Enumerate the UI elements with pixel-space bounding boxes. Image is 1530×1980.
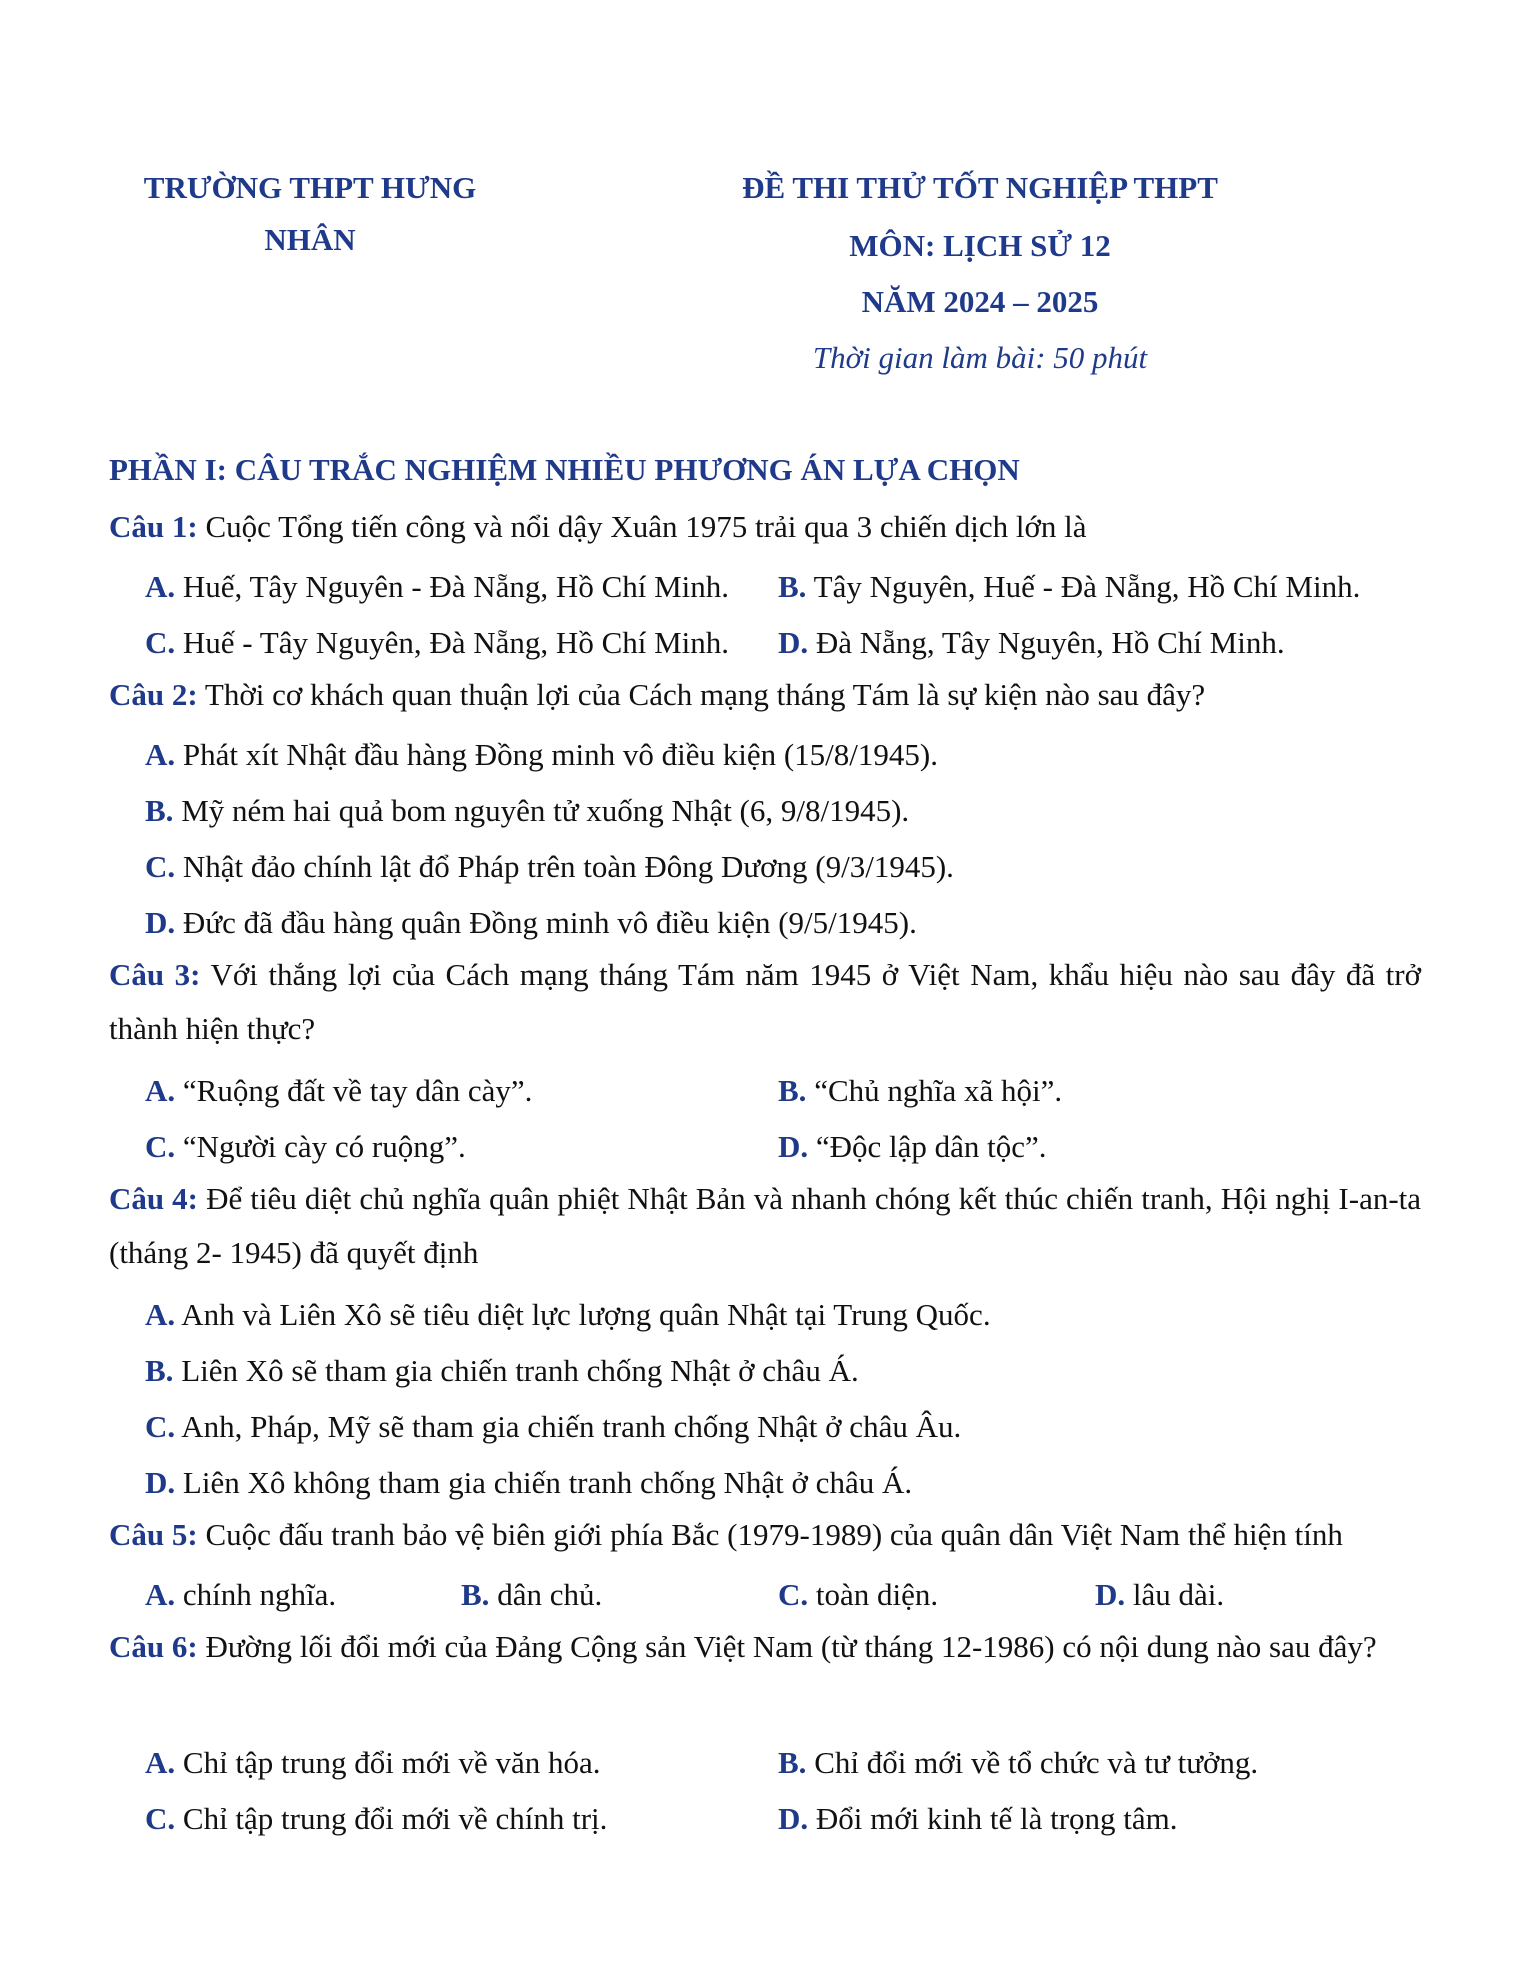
- option-d[interactable]: [145, 1463, 912, 1503]
- option-text: Liên Xô không tham gia chiến tranh chống Nhật ở châu Á.: [182, 1465, 913, 1500]
- option-letter: D.: [145, 905, 176, 940]
- option-letter: C.: [145, 849, 176, 884]
- option-letter: B.: [461, 1577, 490, 1612]
- option-letter: B.: [778, 569, 807, 604]
- exam-title: ĐỀ THI THỬ TỐT NGHIỆP THPT: [742, 170, 1218, 205]
- option-text: Đà Nẵng, Tây Nguyên, Hồ Chí Minh.: [815, 625, 1285, 660]
- question-5: [109, 1508, 1421, 1562]
- question-label: Câu 2:: [109, 677, 198, 712]
- school-name-line1: TRƯỜNG THPT HƯNG: [143, 170, 477, 205]
- option-d[interactable]: [778, 1799, 1178, 1839]
- exam-year: NĂM 2024 – 2025: [861, 284, 1099, 319]
- exam-time: Thời gian làm bài: 50 phút: [812, 340, 1148, 375]
- question-text: Đường lối đổi mới của Đảng Cộng sản Việt Nam (từ tháng 12-1986) có nội dung nào sau đây?: [205, 1629, 1377, 1664]
- question-label: Câu 1:: [109, 509, 198, 544]
- option-text: Phát xít Nhật đầu hàng Đồng minh vô điều kiện (15/8/1945).: [182, 737, 938, 772]
- option-letter: D.: [778, 1801, 809, 1836]
- option-text: chính nghĩa.: [182, 1577, 337, 1612]
- option-letter: D.: [1095, 1577, 1126, 1612]
- question-2: [109, 668, 1421, 722]
- option-text: dân chủ.: [497, 1577, 603, 1612]
- option-c[interactable]: [145, 1799, 607, 1839]
- option-text: “Chủ nghĩa xã hội”.: [814, 1073, 1063, 1108]
- option-letter: B.: [145, 1353, 174, 1388]
- option-text: Anh và Liên Xô sẽ tiêu diệt lực lượng quân Nhật tại Trung Quốc.: [181, 1297, 991, 1332]
- option-c[interactable]: [145, 1127, 466, 1167]
- option-letter: B.: [778, 1745, 807, 1780]
- option-a[interactable]: [145, 1575, 336, 1615]
- option-a[interactable]: [145, 735, 938, 775]
- option-d[interactable]: [778, 1127, 1047, 1167]
- option-text: Chỉ tập trung đổi mới về chính trị.: [182, 1801, 608, 1836]
- option-text: Anh, Pháp, Mỹ sẽ tham gia chiến tranh chống Nhật ở châu Âu.: [181, 1409, 962, 1444]
- question-6: [109, 1620, 1421, 1674]
- option-d[interactable]: [1095, 1575, 1224, 1615]
- option-text: “Độc lập dân tộc”.: [815, 1129, 1047, 1164]
- option-text: Đổi mới kinh tế là trọng tâm.: [815, 1801, 1178, 1836]
- exam-subject: MÔN: LỊCH SỬ 12: [849, 228, 1111, 263]
- option-letter: D.: [778, 1129, 809, 1164]
- option-letter: A.: [145, 569, 176, 604]
- option-b[interactable]: [145, 1351, 859, 1391]
- option-text: lâu dài.: [1132, 1577, 1225, 1612]
- option-letter: C.: [145, 1801, 176, 1836]
- option-text: “Ruộng đất về tay dân cày”.: [182, 1073, 533, 1108]
- option-text: Tây Nguyên, Huế - Đà Nẵng, Hồ Chí Minh.: [813, 569, 1361, 604]
- option-text: “Người cày có ruộng”.: [182, 1129, 466, 1164]
- option-letter: A.: [145, 737, 176, 772]
- option-letter: B.: [145, 793, 174, 828]
- option-text: Liên Xô sẽ tham gia chiến tranh chống Nhật ở châu Á.: [181, 1353, 859, 1388]
- option-letter: A.: [145, 1745, 176, 1780]
- school-name-line2: NHÂN: [264, 222, 356, 257]
- option-b[interactable]: [145, 791, 909, 831]
- option-c[interactable]: [145, 847, 954, 887]
- option-letter: D.: [778, 625, 809, 660]
- option-b[interactable]: [778, 1071, 1062, 1111]
- question-label: Câu 6:: [109, 1629, 198, 1664]
- option-b[interactable]: [461, 1575, 602, 1615]
- option-letter: A.: [145, 1577, 176, 1612]
- option-letter: C.: [778, 1577, 809, 1612]
- option-letter: D.: [145, 1465, 176, 1500]
- option-text: Mỹ ném hai quả bom nguyên tử xuống Nhật (6, 9/8/1945).: [181, 793, 910, 828]
- option-a[interactable]: [145, 1071, 532, 1111]
- option-text: Chỉ tập trung đổi mới về văn hóa.: [182, 1745, 601, 1780]
- option-letter: A.: [145, 1073, 176, 1108]
- option-c[interactable]: [145, 1407, 961, 1447]
- question-3: [109, 948, 1421, 1056]
- option-a[interactable]: [145, 1295, 991, 1335]
- option-c[interactable]: [778, 1575, 938, 1615]
- option-a[interactable]: [145, 567, 729, 607]
- question-label: Câu 4:: [109, 1181, 199, 1216]
- option-d[interactable]: [778, 623, 1285, 663]
- question-text: Với thắng lợi của Cách mạng tháng Tám năm 1945 ở Việt Nam, khẩu hiệu nào sau đây đã trở thành hiện thực?: [109, 957, 1421, 1046]
- option-d[interactable]: [145, 903, 917, 943]
- question-4: [109, 1172, 1421, 1280]
- option-letter: B.: [778, 1073, 807, 1108]
- option-text: Huế - Tây Nguyên, Đà Nẵng, Hồ Chí Minh.: [182, 625, 730, 660]
- question-1: [109, 500, 1421, 554]
- question-label: Câu 3:: [109, 957, 201, 992]
- question-label: Câu 5:: [109, 1517, 198, 1552]
- option-text: Đức đã đầu hàng quân Đồng minh vô điều kiện (9/5/1945).: [182, 905, 917, 940]
- section-title: PHẦN I: CÂU TRẮC NGHIỆM NHIỀU PHƯƠNG ÁN LỰA CHỌN: [109, 452, 1020, 487]
- option-text: Huế, Tây Nguyên - Đà Nẵng, Hồ Chí Minh.: [182, 569, 730, 604]
- option-text: Chỉ đổi mới về tổ chức và tư tưởng.: [814, 1745, 1259, 1780]
- question-text: Cuộc Tổng tiến công và nổi dậy Xuân 1975 trải qua 3 chiến dịch lớn là: [205, 509, 1087, 544]
- option-text: Nhật đảo chính lật đổ Pháp trên toàn Đông Dương (9/3/1945).: [182, 849, 954, 884]
- option-b[interactable]: [778, 1743, 1258, 1783]
- question-text: Để tiêu diệt chủ nghĩa quân phiệt Nhật Bản và nhanh chóng kết thúc chiến tranh, Hội nghị I-an-ta (tháng 2- 1945) đã quyết định: [109, 1181, 1422, 1270]
- option-a[interactable]: [145, 1743, 601, 1783]
- option-letter: C.: [145, 625, 176, 660]
- question-text: Thời cơ khách quan thuận lợi của Cách mạng tháng Tám là sự kiện nào sau đây?: [204, 677, 1206, 712]
- option-b[interactable]: [778, 567, 1360, 607]
- option-text: toàn diện.: [815, 1577, 939, 1612]
- option-c[interactable]: [145, 623, 729, 663]
- option-letter: A.: [145, 1297, 176, 1332]
- option-letter: C.: [145, 1409, 176, 1444]
- option-letter: C.: [145, 1129, 176, 1164]
- question-text: Cuộc đấu tranh bảo vệ biên giới phía Bắc (1979-1989) của quân dân Việt Nam thể hiện tính: [205, 1517, 1343, 1552]
